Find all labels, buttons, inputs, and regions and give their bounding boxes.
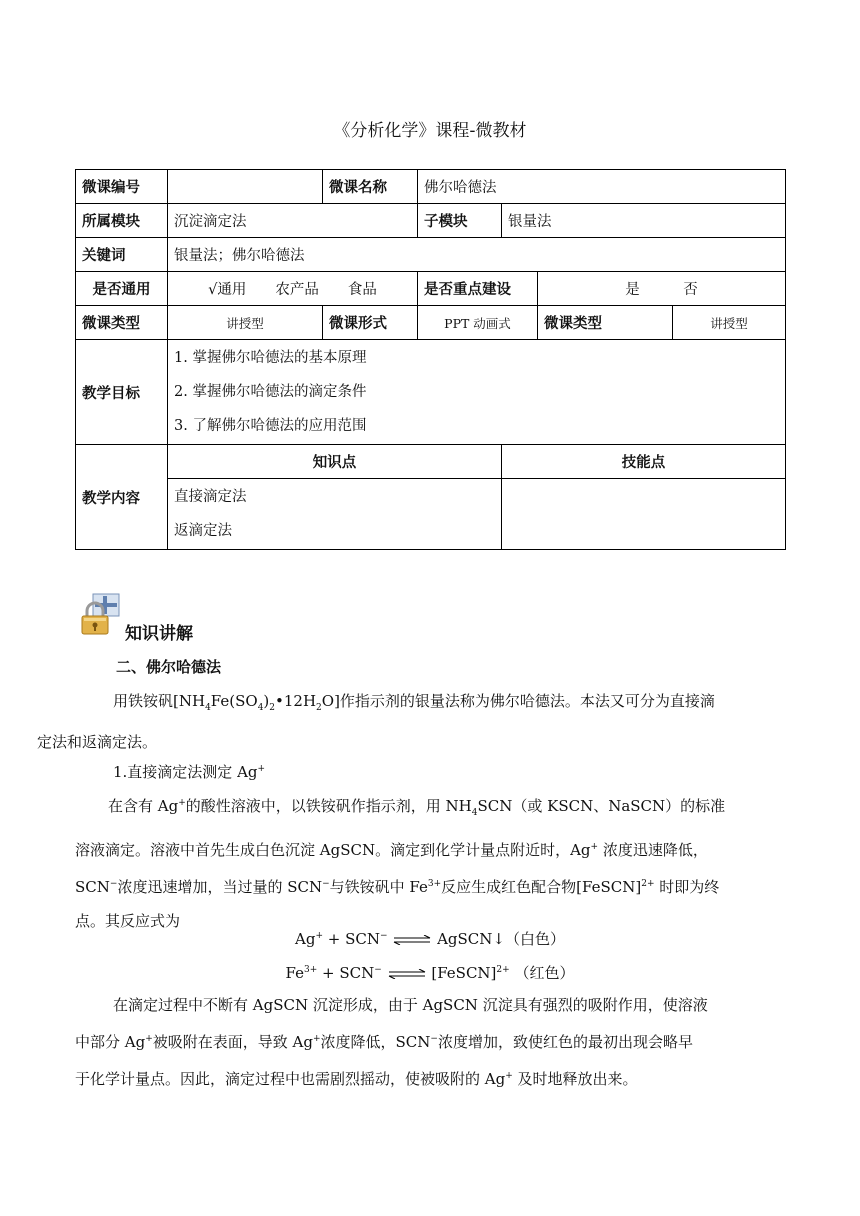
document-title: 《分析化学》课程-微教材 [333, 121, 527, 141]
form-label: 微课形式 [323, 306, 418, 340]
module-label: 所属模块 [76, 204, 168, 238]
skill-cell [502, 479, 786, 550]
knowledge-item: 返滴定法 [174, 523, 232, 539]
equation-2: $Fe^{3+} + SCN^-$ [FeSCN]$^{2+}$ （红色） [285, 964, 575, 982]
keywords-label: 关键词 [76, 238, 168, 272]
knowledge-header: 知识点 [168, 445, 502, 479]
equation-1: Ag+ + SCN− AgSCN↓（白色） [295, 930, 565, 948]
goals-label: 教学目标 [76, 340, 168, 445]
lock-icon [79, 592, 125, 638]
key-build-label: 是否重点建设 [418, 272, 538, 306]
skill-header: 技能点 [502, 445, 786, 479]
submodule-value: 银量法 [502, 204, 786, 238]
form-value: PPT 动画式 [418, 306, 538, 340]
course-name-label: 微课名称 [323, 170, 418, 204]
heading-direct-titration: 1.直接滴定法测定 Ag+ [113, 763, 266, 781]
section-header [79, 592, 379, 642]
course-id-label: 微课编号 [76, 170, 168, 204]
knowledge-cell [168, 479, 502, 550]
type2-value: 讲授型 [673, 306, 786, 340]
paragraph-3: 在滴定过程中不断有 AgSCN 沉淀形成，由于 AgSCN 沉淀具有强烈的吸附作用，使溶液 中部分 Ag+被吸附在表面，导致 Ag+浓度降低，SCN−浓度增加，致使红色的最初出现会略早 于化学计量点。因此，滴定过程中也需剧烈摇动，使被吸附的 Ag+ 及时地释放出来。 [75, 996, 708, 1088]
type-label: 微课类型 [76, 306, 168, 340]
knowledge-item: 直接滴定法 [174, 489, 247, 505]
paragraph-2: 在含有 Ag+的酸性溶液中，以铁铵矾作指示剂，用 $NH_4SCN$（或 KSCN、NaSCN）的标准 溶液滴定。溶液中首先生成白色沉淀 AgSCN。滴定到化学计量点附近时，Ag+ 浓度迅速降低， SCN−浓度迅速增加，当过量的 SCN−与铁铵矾中 $Fe^{3+}$反应生成红色配合物[FeSCN]$^{2+}$ 时即为终 点。其反应式为 [75, 797, 726, 930]
course-info-table [75, 169, 786, 550]
section-title: 知识讲解 [125, 624, 193, 644]
general-value: √通用 农产品 食品 [168, 272, 418, 306]
keywords-value: 银量法；佛尔哈德法 [168, 238, 786, 272]
course-name-value: 佛尔哈德法 [418, 170, 786, 204]
course-id-value [168, 170, 323, 204]
key-build-value: 是 否 [538, 272, 786, 306]
type2-label: 微课类型 [538, 306, 673, 340]
type-value: 讲授型 [168, 306, 323, 340]
goal-item: 3. 了解佛尔哈德法的应用范围 [174, 418, 367, 434]
goals-cell [168, 340, 786, 445]
equilibrium-arrow-icon [387, 969, 427, 979]
goal-item: 2. 掌握佛尔哈德法的滴定条件 [174, 384, 367, 400]
paragraph-1: 用铁铵矾$[NH_4Fe(SO_4)_2•12H_2O]$作指示剂的银量法称为佛尔哈德法。本法又可分为直接滴 定法和返滴定法。 [37, 692, 715, 751]
subsection-title: 二、佛尔哈德法 [116, 658, 222, 676]
general-label: 是否通用 [76, 272, 168, 306]
submodule-label: 子模块 [418, 204, 502, 238]
content-label: 教学内容 [76, 445, 168, 550]
equilibrium-arrow-icon [392, 935, 432, 945]
goal-item: 1. 掌握佛尔哈德法的基本原理 [174, 350, 367, 366]
module-value: 沉淀滴定法 [168, 204, 418, 238]
